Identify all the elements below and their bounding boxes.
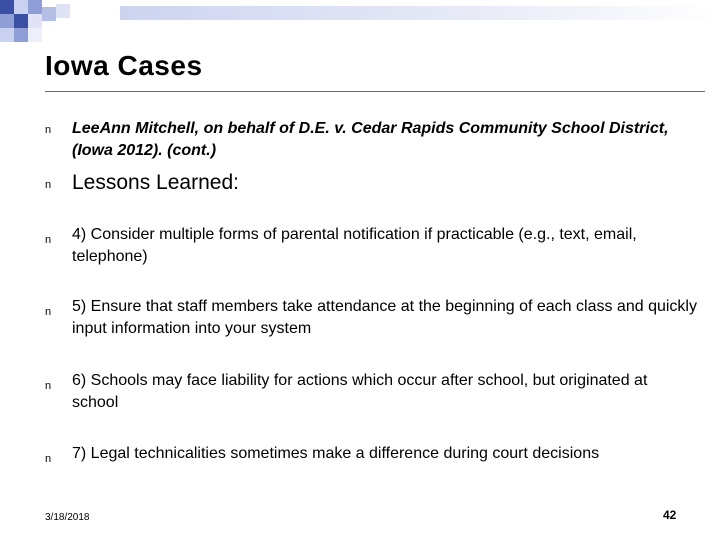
bullet-icon: n xyxy=(45,306,52,318)
slide-title: Iowa Cases xyxy=(45,50,203,81)
lesson-item: 7) Legal technicalities sometimes make a difference during court decisions xyxy=(72,445,600,462)
bullet-icon: n xyxy=(45,380,52,392)
decor-square xyxy=(0,0,14,14)
bullet-icon: n xyxy=(45,124,52,136)
decor-square xyxy=(14,14,28,28)
bullet-icon: n xyxy=(45,453,52,465)
header-decoration xyxy=(0,0,720,40)
decor-square xyxy=(28,28,42,42)
footer-date: 3/18/2018 xyxy=(45,512,90,523)
decor-square xyxy=(0,28,14,42)
lesson-item: 5) Ensure that staff members take attendance at the beginning of each class and quickly input information into your system xyxy=(72,298,697,337)
bullet-icon: n xyxy=(45,234,52,246)
decor-square xyxy=(28,0,42,14)
lesson-item: 6) Schools may face liability for actions which occur after school, but originated at school xyxy=(72,372,648,411)
title-divider xyxy=(45,91,705,92)
decor-square xyxy=(56,4,70,18)
page-number: 42 xyxy=(663,508,677,522)
decor-square xyxy=(28,14,42,28)
decor-square xyxy=(0,14,14,28)
lesson-item: 4) Consider multiple forms of parental notification if practicable (e.g., text, email, telephone) xyxy=(72,226,637,265)
decor-square xyxy=(14,28,28,42)
lessons-heading: Lessons Learned: xyxy=(72,171,239,194)
header-gradient-strip xyxy=(120,6,720,20)
decor-square xyxy=(14,0,28,14)
case-citation: LeeAnn Mitchell, on behalf of D.E. v. Cedar Rapids Community School District, (Iowa 2012). (cont.) xyxy=(72,120,669,159)
decor-square xyxy=(42,7,56,21)
bullet-icon: n xyxy=(45,179,52,191)
